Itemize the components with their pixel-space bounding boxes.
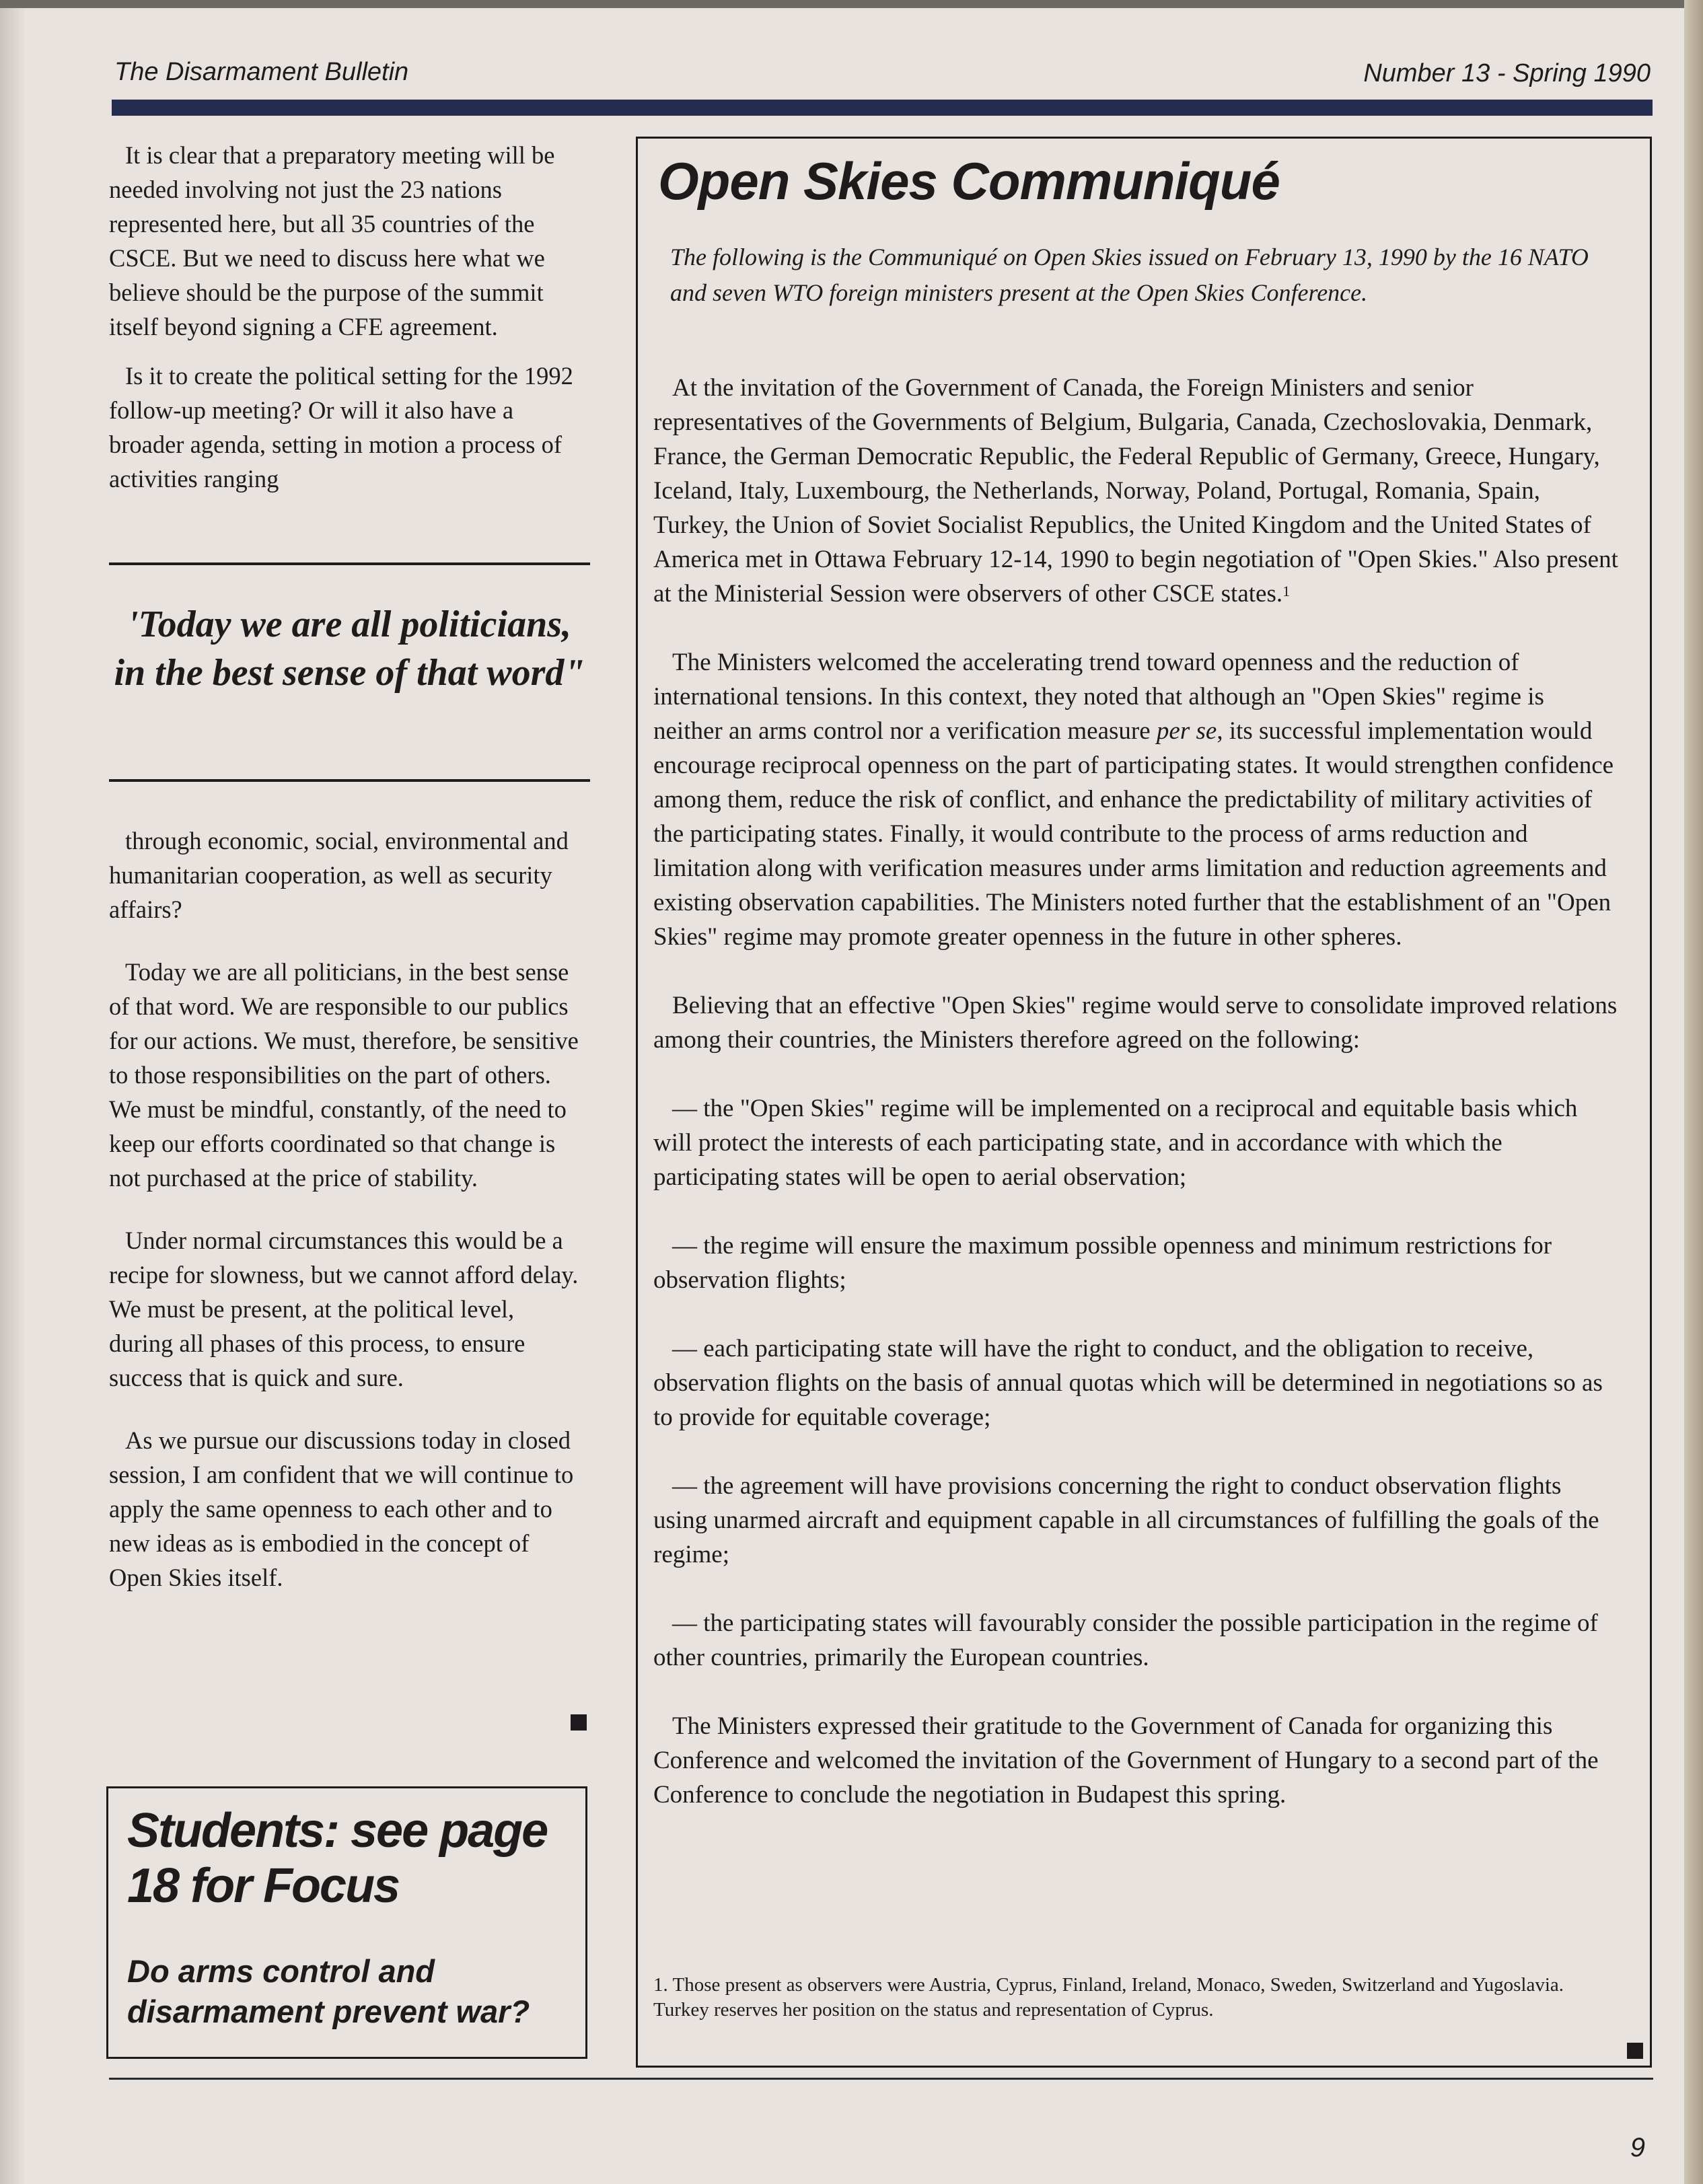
page-top-edge	[0, 0, 1703, 8]
communique-intro: The following is the Communiqué on Open Skies issued on February 13, 1990 by the 16 NATO and seven WTO foreign ministers present at the Open Skies Conference.	[670, 244, 1589, 306]
left-paragraph-2: Is it to create the political setting for the 1992 follow-up meeting? Or will it also have a broader agenda, setting in motion a process of activities ranging	[109, 362, 573, 493]
communique-box	[636, 137, 1652, 2068]
left-paragraph-5: Under normal circumstances this would be a recipe for slowness, but we cannot afford delay. We must be present, at the political level, during all phases of this process, to ensure success that is quick and sure.	[109, 1227, 579, 1391]
pull-quote-top-rule	[109, 562, 590, 565]
communique-item-1: — the "Open Skies" regime will be implemented on a reciprocal and equitable basis which will protect the interests of each participating state, and in accordance with which the participating states will be open to aerial observation;	[653, 1095, 1578, 1191]
footer-rule	[109, 2078, 1653, 2080]
footnote-1: 1. Those present as observers were Austria, Cyprus, Finland, Ireland, Monaco, Sweden, Switzerland and Yugoslavia.	[653, 1974, 1564, 1996]
communique-paragraph-last: The Ministers expressed their gratitude to the Government of Canada for organizing this Conference and welcomed the invitation of the Government of Hungary to a second part of the Conference to conclude the negotiation in Budapest this spring.	[653, 1712, 1599, 1809]
pull-quote-bottom-rule	[109, 779, 590, 782]
left-column-bottom	[109, 824, 580, 1595]
communique-item-4: — the agreement will have provisions concerning the right to conduct observation flights using unarmed aircraft and equipment capable in all circumstances of fulfilling the goals of the regime;	[653, 1472, 1599, 1568]
communique-item-3: — each participating state will have the right to conduct, and the obligation to receive, observation flights on the basis of annual quotas which will be determined in negotiations so as to provide for equitable coverage;	[653, 1335, 1603, 1431]
left-paragraph-6: As we pursue our discussions today in closed session, I am confident that we will continue to apply the same openness to each other and to new ideas as is embodied in the concept of Open Skies itself.	[109, 1426, 574, 1591]
communique-paragraph-3: Believing that an effective "Open Skies" regime would serve to consolidate improved relations among their countries, the Ministers therefore agreed on the following:	[653, 992, 1618, 1054]
students-focus-box	[106, 1786, 587, 2059]
students-box-subtitle: Do arms control and disarmament prevent war?	[127, 1953, 530, 2029]
left-column-end-mark	[571, 1714, 587, 1731]
communique-end-mark	[1627, 2043, 1643, 2059]
issue-label: Number 13 - Spring 1990	[1363, 59, 1651, 87]
left-paragraph-4: Today we are all politicians, in the best sense of that word. We are responsible to our publics for our actions. We must, therefore, be sensitive to those responsibilities on the part of others. We must be mindful, constantly, of the need to keep our efforts coordinated so that change is not purchased at the price of stability.	[109, 958, 579, 1192]
communique-title: Open Skies Communiqué	[658, 151, 1280, 211]
communique-paragraph-1: At the invitation of the Government of Canada, the Foreign Ministers and senior representatives of the Governments of Belgium, Bulgaria, Canada, Czechoslovakia, Denmark, France, the German Democratic Republic, the Federal Republic of Germany, Greece, Hungary, Iceland, Italy, Luxembourg, the Netherlands, Norway, Poland, Portugal, Romania, Spain, Turkey, the Union of Soviet Socialist Republics, the United Kingdom and the United States of America met in Ottawa February 12-14, 1990 to begin negotiation of "Open Skies." Also present at the Ministerial Session were observers of other CSCE states.$^1$	[653, 374, 1618, 608]
left-paragraph-3: through economic, social, environmental and humanitarian cooperation, as well as security affairs?	[109, 827, 569, 923]
publication-title: The Disarmament Bulletin	[114, 58, 409, 86]
page-right-edge	[1684, 0, 1703, 2184]
students-box-title: Students: see page 18 for Focus	[127, 1804, 548, 1913]
communique-item-5: — the participating states will favourably consider the possible participation in the regime of other countries, primarily the European countries.	[653, 1609, 1598, 1671]
communique-footnotes	[653, 1973, 1619, 2023]
header-bar	[112, 100, 1653, 116]
page-gutter-shadow	[0, 0, 27, 2184]
communique-body	[653, 371, 1619, 1812]
footnote-2: Turkey reserves her position on the status and representation of Cyprus.	[653, 1999, 1214, 2021]
pull-quote: 'Today we are all politicians, in the best sense of that word"	[114, 604, 585, 694]
communique-paragraph-2: The Ministers welcomed the accelerating trend toward openness and the reduction of international tensions. In this context, they noted that although an "Open Skies" regime is neither an arms control nor a verification measure per se, its successful implementation would encourage reciprocal openness on the part of participating states. It would strengthen confidence among them, reduce the risk of conflict, and enhance the predictability of military activities of the participating states. Finally, it would contribute to the process of arms reduction and limitation along with verification measures under arms limitation and reduction agreements and existing observation capabilities. The Ministers noted further that the establishment of an "Open Skies" regime may promote greater openness in the future in other spheres.	[653, 649, 1614, 951]
page-number: 9	[1630, 2133, 1645, 2162]
left-column-top	[109, 138, 580, 496]
left-paragraph-1: It is clear that a preparatory meeting will be needed involving not just the 23 nations represented here, but all 35 countries of the CSCE. But we need to discuss here what we believe should be the purpose of the summit itself beyond signing a CFE agreement.	[109, 141, 555, 340]
footnote-ref: 1	[1282, 583, 1291, 599]
communique-item-2: — the regime will ensure the maximum possible openness and minimum restrictions for observation flights;	[653, 1232, 1552, 1294]
